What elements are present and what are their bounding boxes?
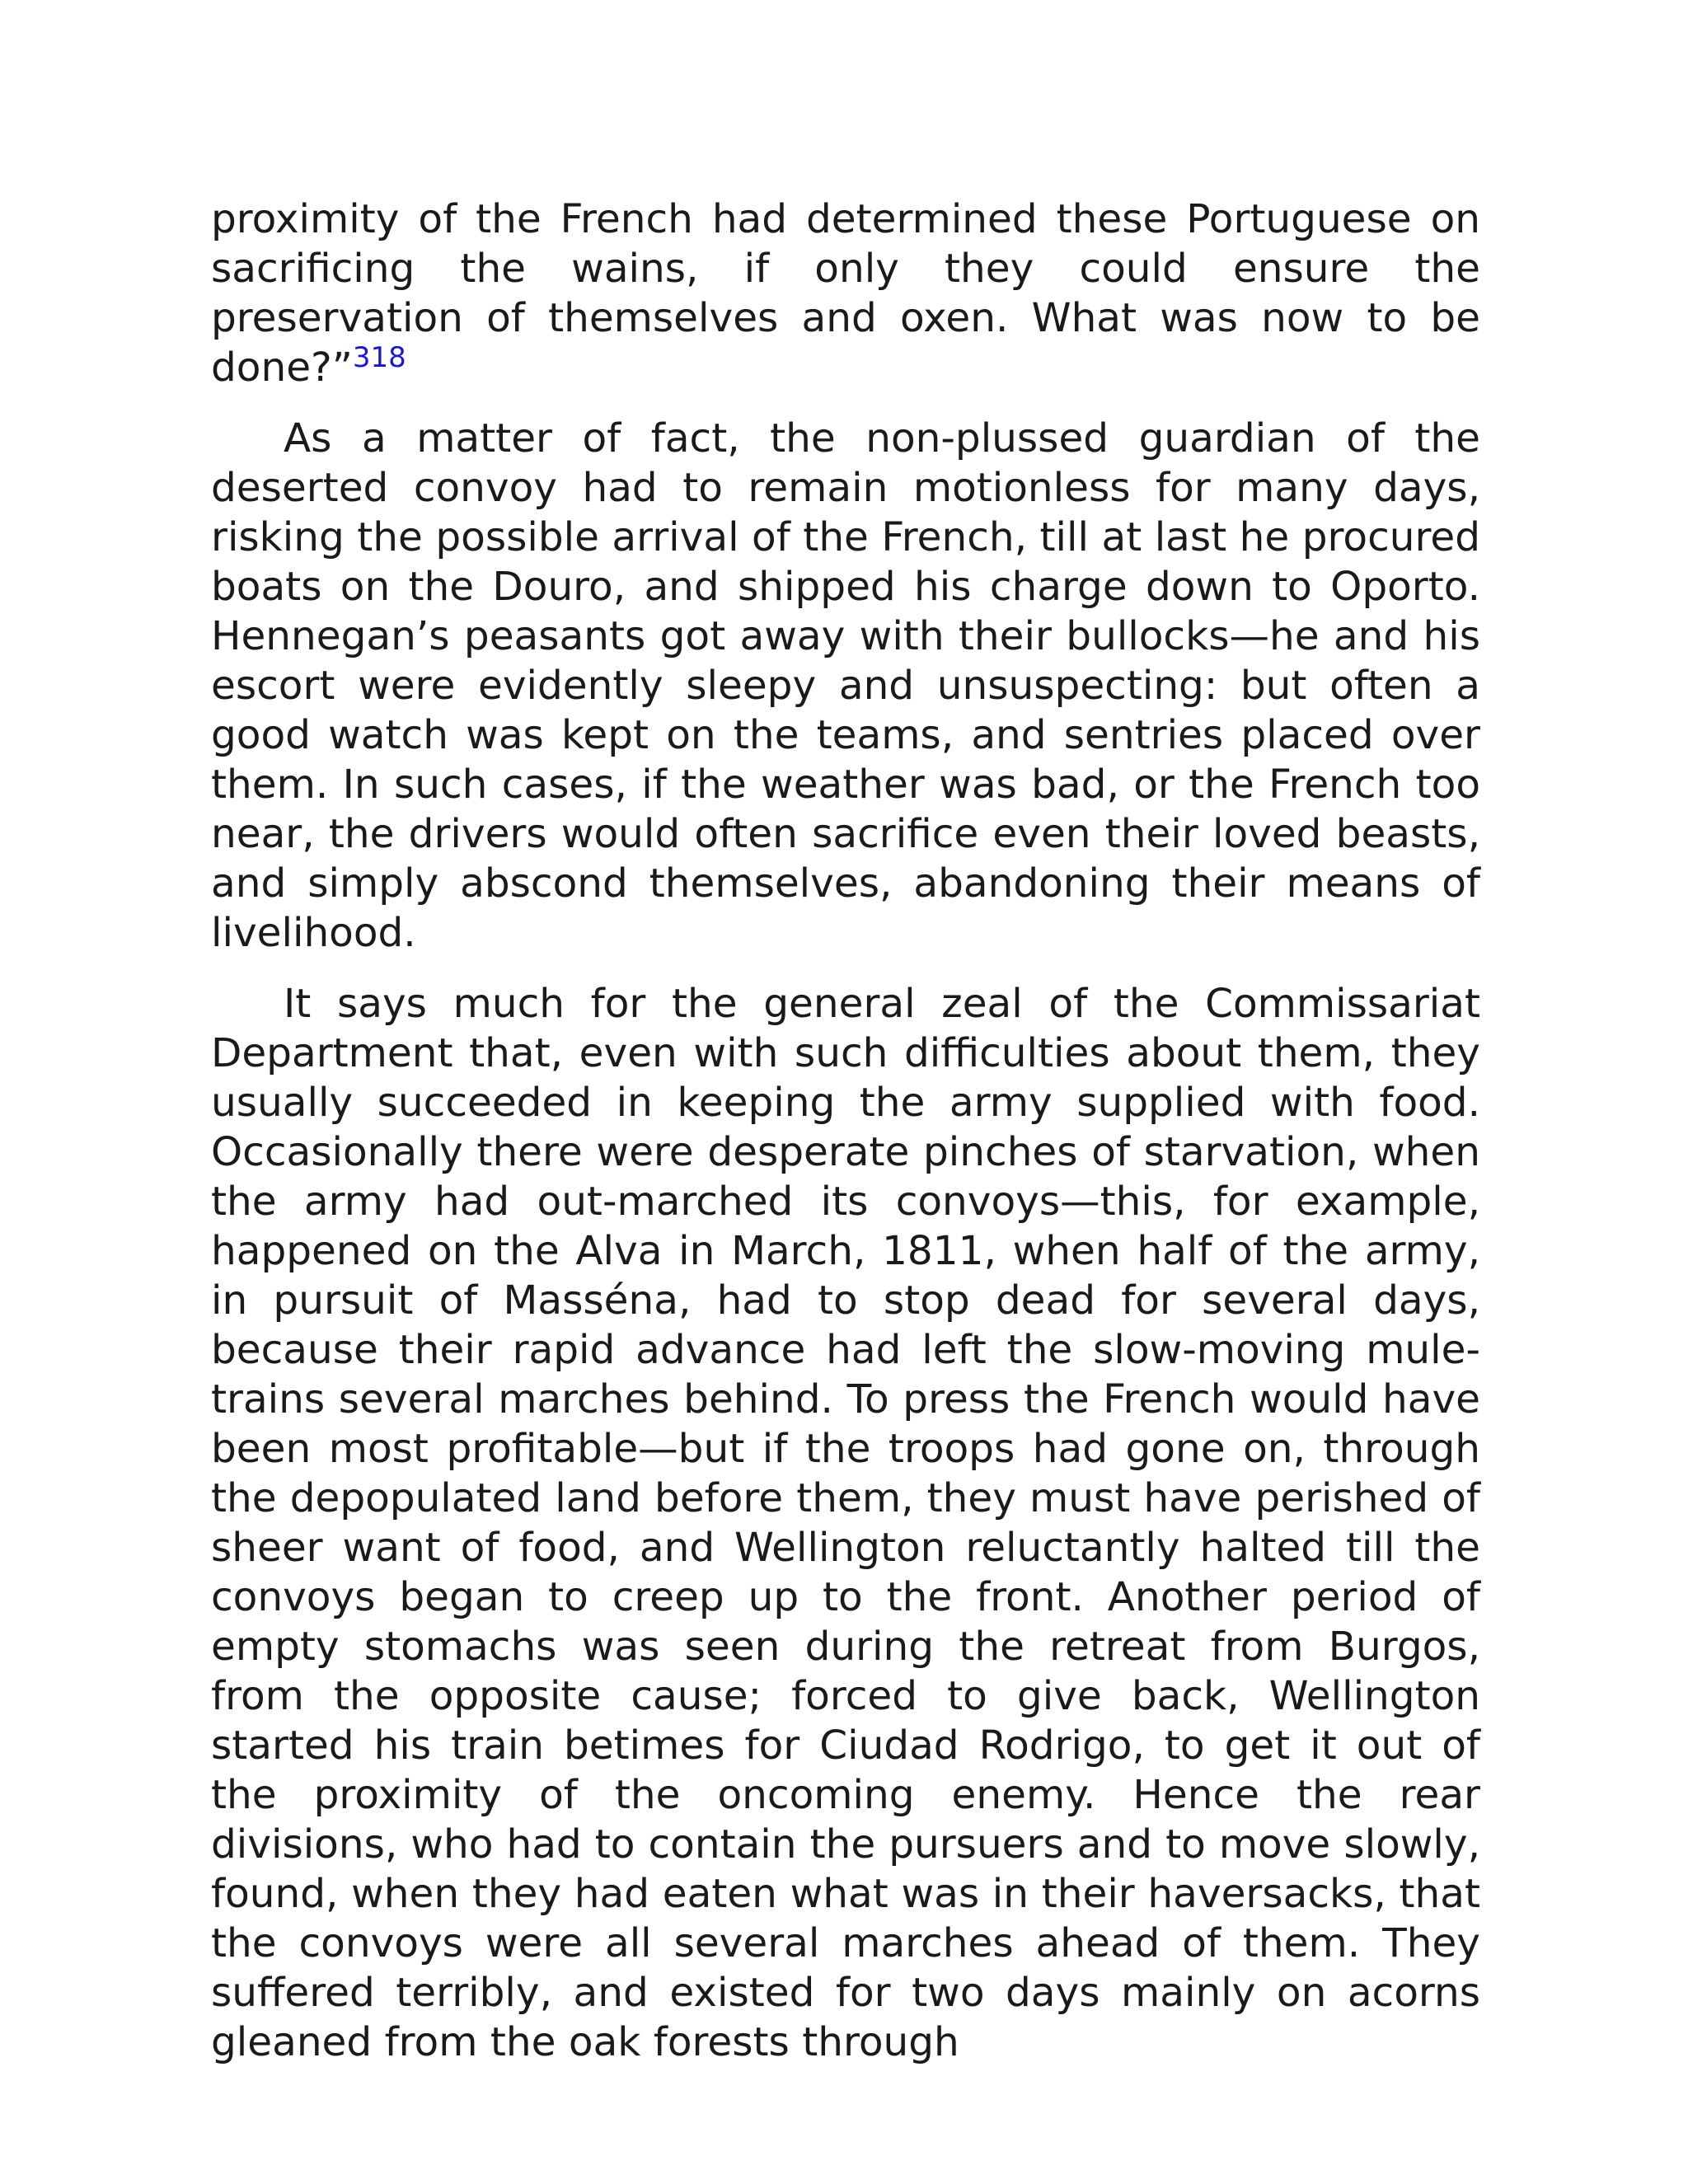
paragraph-1-text: proximity of the French had determined these Portuguese on sacrificing the wains, if only they could ensure the preservation of themselves and oxen. What was now to be done?” xyxy=(211,196,1480,391)
paragraph-2 xyxy=(211,414,1480,958)
page-body xyxy=(211,194,1480,2088)
paragraph-2-text: As a matter of fact, the non-plussed guardian of the deserted convoy had to remain motionless for many days, risking the possible arrival of the French, till at last he procured boats on the Douro, and shipped his charge down to Oporto. Hennegan’s peasants got away with their bullocks—he and his escort were evidently sleepy and unsuspecting: but often a good watch was kept on the teams, and sentries placed over them. In such cases, if the weather was bad, or the French too near, the drivers would often sacrifice even their loved beasts, and simply abscond themselves, abandoning their means of livelihood. xyxy=(211,415,1480,956)
footnote-reference-318[interactable]: 318 xyxy=(352,340,406,374)
paragraph-3 xyxy=(211,979,1480,2067)
paragraph-3-text: It says much for the general zeal of the Commissariat Department that, even with such difficulties about them, they usually succeeded in keeping the army supplied with food. Occasionally there were desperate pinches of starvation, when the army had out-marched its convoys—this, for example, happened on the Alva in March, 1811, when half of the army, in pursuit of Masséna, had to stop dead for several days, because their rapid advance had left the slow-moving mule-trains several marches behind. To press the French would have been most profitable—but if the troops had gone on, through the depopulated land before them, they must have perished of sheer want of food, and Wellington reluctantly halted till the convoys began to creep up to the front. Another period of empty stomachs was seen during the retreat from Burgos, from the opposite cause; forced to give back, Wellington started his train betimes for Ciudad Rodrigo, to get it out of the proximity of the oncoming enemy. Hence the rear divisions, who had to contain the pursuers and to move slowly, found, when they had eaten what was in their haversacks, that the convoys were all several marches ahead of them. They suffered terribly, and existed for two days mainly on acorns gleaned from the oak forests through xyxy=(211,981,1480,2065)
paragraph-1 xyxy=(211,194,1480,392)
